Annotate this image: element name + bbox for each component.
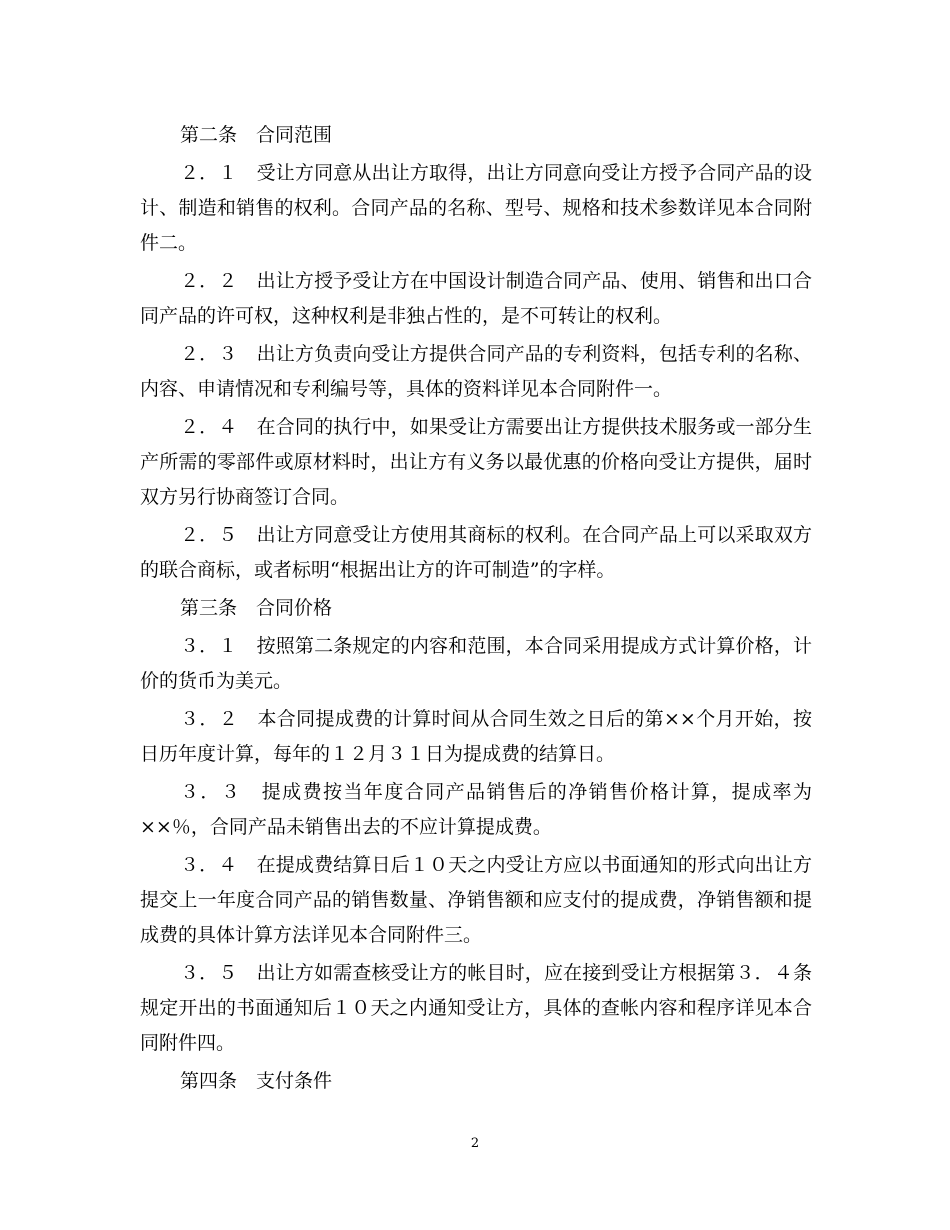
clause-2-3: ２．３ 出让方负责向受让方提供合同产品的专利资料，包括专利的名称、内容、申请情况和专利编号等，具体的资料详见本合同附件一。 bbox=[140, 343, 812, 400]
clause-2-2: ２．２ 出让方授予受让方在中国设计制造合同产品、使用、销售和出口合同产品的许可权，这种权利是非独占性的，是不可转让的权利。 bbox=[140, 270, 812, 327]
section-heading-3: 第三条 合同价格 bbox=[180, 597, 333, 619]
clause-3-3: ３．３ 提成费按当年度合同产品销售后的净销售价格计算，提成率为××％，合同产品未销售出去的不应计算提成费。 bbox=[140, 781, 812, 838]
document-body bbox=[140, 118, 812, 1102]
section-heading-4: 第四条 支付条件 bbox=[180, 1070, 333, 1092]
clause-2-5: ２．５ 出让方同意受让方使用其商标的权利。在合同产品上可以采取双方的联合商标，或者标明“根据出让方的许可制造”的字样。 bbox=[140, 524, 812, 581]
page-number: 2 bbox=[470, 1136, 480, 1151]
clause-3-2: ３．２ 本合同提成费的计算时间从合同生效之日后的第××个月开始，按日历年度计算，每年的１２月３１日为提成费的结算日。 bbox=[140, 708, 812, 765]
clause-3-5: ３．５ 出让方如需查核受让方的帐目时，应在接到受让方根据第３．４条规定开出的书面通知后１０天之内通知受让方，具体的查帐内容和程序详见本合同附件四。 bbox=[140, 962, 812, 1054]
clause-3-4: ３．４ 在提成费结算日后１０天之内受让方应以书面通知的形式向出让方提交上一年度合同产品的销售数量、净销售额和应支付的提成费，净销售额和提成费的具体计算方法详见本合同附件三。 bbox=[140, 854, 812, 946]
clause-3-1: ３．１ 按照第二条规定的内容和范围，本合同采用提成方式计算价格，计价的货币为美元。 bbox=[140, 635, 812, 692]
section-heading-2: 第二条 合同范围 bbox=[180, 124, 333, 146]
clause-2-4: ２．４ 在合同的执行中，如果受让方需要出让方提供技术服务或一部分生产所需的零部件或原材料时，出让方有义务以最优惠的价格向受让方提供，届时双方另行协商签订合同。 bbox=[140, 416, 812, 508]
clause-2-1: ２．１ 受让方同意从出让方取得，出让方同意向受让方授予合同产品的设计、制造和销售的权利。合同产品的名称、型号、规格和技术参数详见本合同附件二。 bbox=[140, 162, 812, 254]
